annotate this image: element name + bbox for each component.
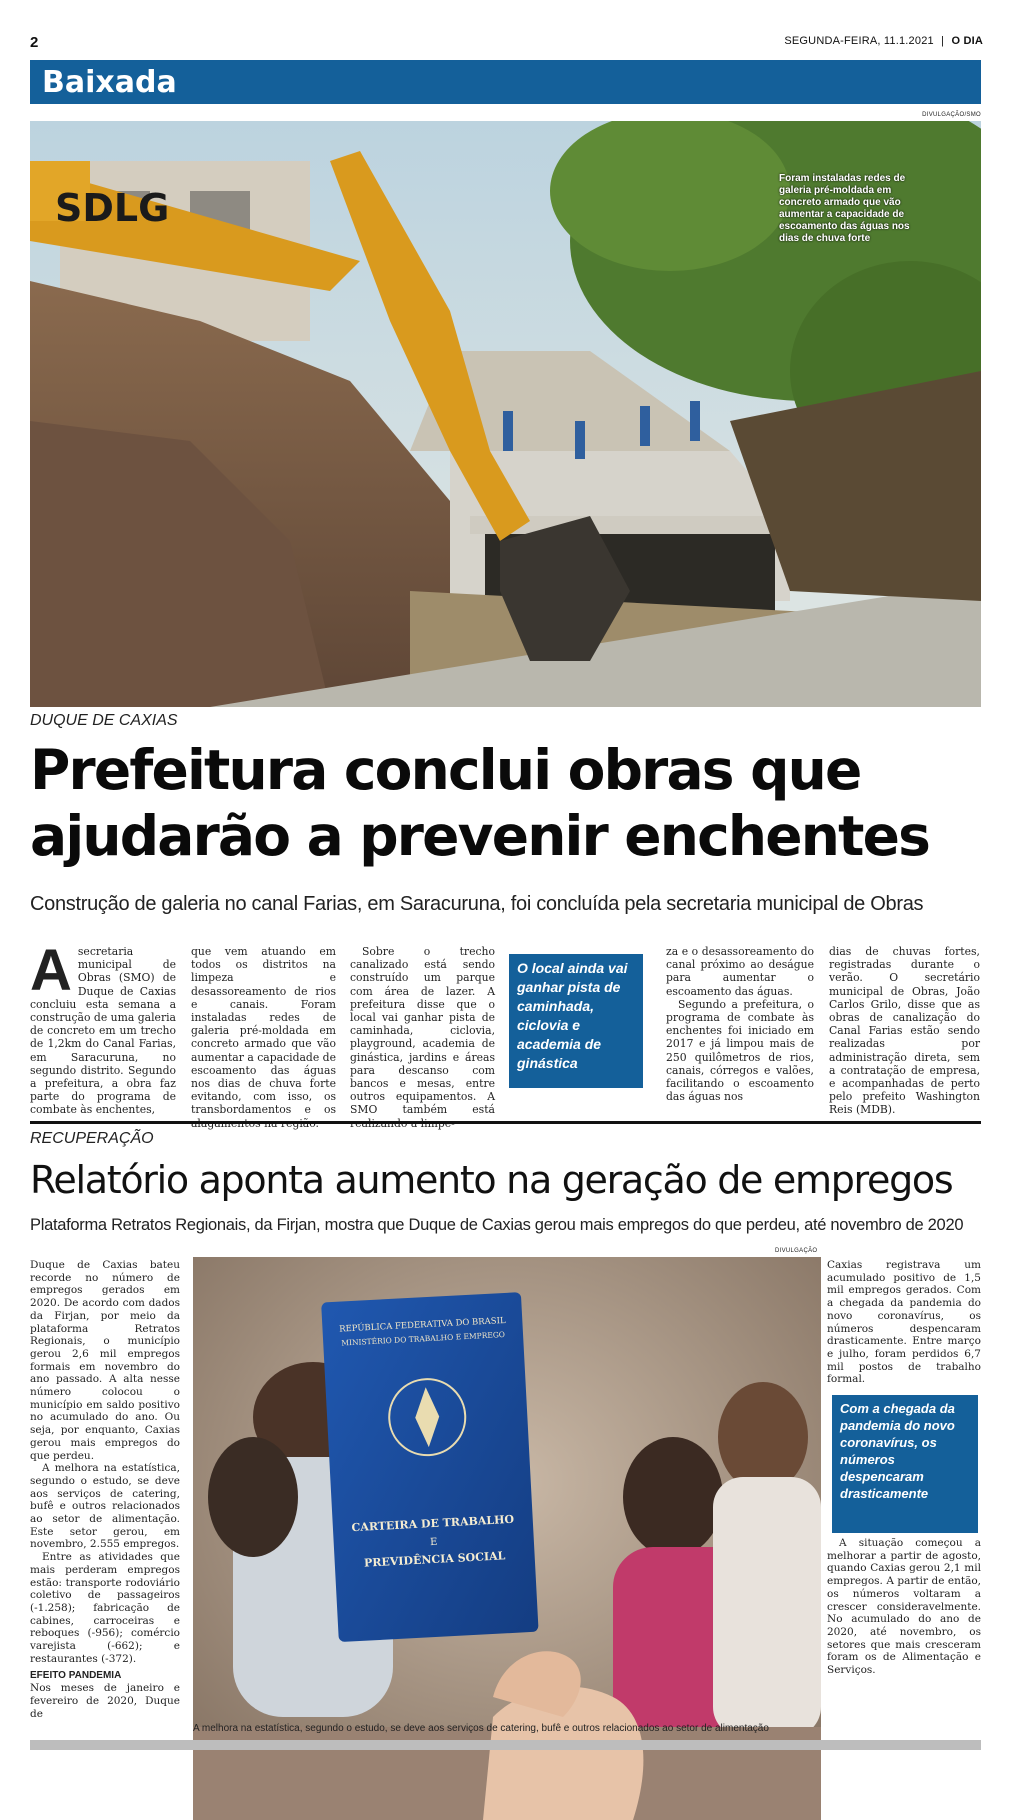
- story2-right-p1: Caxias registrava um acumulado positivo de 1,5 mil empregos gerados. Com a chegada da pandemia do novo coronavírus, os números despencaram drasticamente. Entre março e julho, foram perdidos 6,7 mil postos de trabalho formal.: [827, 1259, 981, 1386]
- dateline: [784, 35, 983, 47]
- photo-caption-overlay: Foram instaladas redes de galeria pré-moldada em concreto armado que vão aumentar a capacidade de escoamento das águas nos dias de chuva forte: [779, 173, 910, 244]
- section-title: Baixada: [42, 65, 177, 100]
- story2-left-p3: Entre as atividades que mais perderam empregos estão: transporte rodoviário coletivo de passageiros (-1.258); fabricação de cabines, carroceiras e reboques (-956); comércio varejista (-662); e restaurantes (-372).: [30, 1551, 180, 1665]
- story2-subhead: EFEITO PANDEMIA: [30, 1669, 122, 1681]
- brand-name: O DIA: [951, 35, 983, 47]
- story1-col-1: [30, 938, 176, 1117]
- story1-pullquote: O local ainda vai ganhar pista de caminhada, ciclovia e academia de ginástica: [509, 954, 643, 1088]
- story2-left-col: [30, 1259, 180, 1720]
- work-card-illustration: [193, 1257, 821, 1820]
- headline-line-2: ajudarão a prevenir enchentes: [30, 804, 930, 868]
- work-card: [321, 1292, 539, 1642]
- story2-kicker: RECUPERAÇÃO: [30, 1130, 154, 1147]
- story1-col3-text: Sobre o trecho canalizado está sendo construído um parque com área de lazer. A prefeitura disse que o local vai ganhar pista de caminhada, ciclovia, playground, academia de ginástica, jardins e áreas para descanso com bancos e mesas, entre outros equipamentos. A SMO também está: [350, 945, 495, 1117]
- story1-col4-p2: Segundo a prefeitura, o programa de combate às enchentes foi iniciado em 2017 e já limpou mais de 250 quilômetros de rios, canais, córregos e valões, facilitando o escoamento das águas nos: [666, 997, 814, 1104]
- date-separator: |: [941, 35, 945, 47]
- photo-credit: DIVULGAÇÃO/SMO: [922, 112, 981, 118]
- story2-photo-caption: A melhora na estatística, segundo o estudo, se deve aos serviços de catering, bufê e outros relacionados ao setor de alimentação: [193, 1723, 769, 1734]
- story2-right-p2: A situação começou a melhorar a partir de agosto, quando Caxias gerou 2,1 mil empregos. A partir de então, os números voltaram a crescer consideravelmente. No acumulado do ano de 2020, até novembro, os setores que mais cresceram foram os de Alimentação e Serviços.: [827, 1537, 981, 1677]
- story2-left-p1: Duque de Caxias bateu recorde no número de empregos gerados em 2020. De acordo com dados da Firjan, por meio da plataforma Retratos Regionais, o município gerou 2,6 mil empregos formais em novembro do ano passado. A alta nesse número colocou o município em saldo positivo no acumulado do ano. Ou seja, por enquanto, Caxias gerou mais empregos do que perdeu.: [30, 1259, 180, 1462]
- story1-col2-text: que vem atuando em todos os distritos na limpeza e desassoreamento de rios e canais. Foram instaladas redes de galeria pré-moldada em concreto armado que vão aumentar a capacidade de escoamento das águas nos dias de chuva forte evitando, com isso, os transbordamentos e os: [191, 945, 336, 1117]
- construction-photo: [30, 121, 981, 707]
- story1-col4-p1: za e o desassoreamento do canal próximo ao deságue para aumentar o escoamento das águas.: [666, 945, 814, 998]
- date: SEGUNDA-FEIRA, 11.1.2021: [784, 35, 934, 47]
- story2-left-p4: Nos meses de janeiro e fevereiro de 2020, Duque de: [30, 1682, 180, 1720]
- story1-col-3: [350, 945, 495, 1130]
- headline-line-1: Prefeitura conclui obras que: [30, 738, 861, 802]
- card-line-1: REPÚBLICA FEDERATIVA DO BRASIL: [338, 1315, 506, 1335]
- card-title-1: CARTEIRA DE TRABALHO: [351, 1512, 515, 1535]
- story2-right-col-bottom: [827, 1537, 981, 1677]
- section-bar: [30, 60, 981, 104]
- story2-photo-credit: DIVULGAÇÃO: [775, 1248, 818, 1254]
- card-title-3: PREVIDÊNCIA SOCIAL: [363, 1549, 506, 1570]
- story2-pullquote: Com a chegada da pandemia do novo coronavírus, os números despencaram drasticamente: [832, 1395, 978, 1533]
- story2-deck: Plataforma Retratos Regionais, da Firjan, mostra que Duque de Caxias gerou mais empregos do que perdeu, até novembro de 2020: [30, 1216, 964, 1234]
- story2-right-col-top: [827, 1259, 981, 1386]
- page-number: 2: [30, 34, 39, 51]
- story2-left-p2: A melhora na estatística, segundo o estudo, se deve aos serviços de catering, bufê e outros relacionados ao setor de alimentação. Este setor gerou, em novembro, 2.555 empregos.: [30, 1462, 180, 1551]
- excavator-brand: SDLG: [55, 186, 170, 230]
- story2-headline: Relatório aponta aumento na geração de empregos: [30, 1158, 953, 1202]
- card-title-2: E: [429, 1536, 438, 1549]
- page-footer-bar: [30, 1740, 981, 1750]
- story1-col-5: [829, 945, 980, 1117]
- card-line-2: MINISTÉRIO DO TRABALHO E EMPREGO: [341, 1329, 506, 1348]
- story1-col5-text: dias de chuvas fortes, registradas durante o verão. O secretário municipal de Obras, João Carlos Grilo, disse que as obras de canalização do Canal Farias estão sendo realizadas por administração direta, sem a contratação de empresa, e acompanhadas de perto pelo prefeito Washington Reis (MDB).: [829, 945, 980, 1117]
- story1-kicker: DUQUE DE CAXIAS: [30, 712, 178, 729]
- story1-col1-text: secretaria municipal de Obras (SMO) de Duque de Caxias concluiu esta semana a construção de uma galeria de concreto em um trecho de 1,2km do Canal Farias, em Saracuruna, no segundo distrito. Segundo a prefeitura, a obra faz parte do programa de combate às enchentes,: [30, 945, 176, 1117]
- story1-col-4: [666, 945, 814, 1103]
- work-card-photo: [193, 1257, 821, 1820]
- story1-col-2: [191, 945, 336, 1130]
- dropcap: A: [30, 938, 72, 1003]
- story1-deck: Construção de galeria no canal Farias, em Saracuruna, foi concluída pela secretaria municipal de Obras: [30, 893, 924, 915]
- story-divider: [30, 1121, 981, 1124]
- story1-headline: [30, 737, 981, 869]
